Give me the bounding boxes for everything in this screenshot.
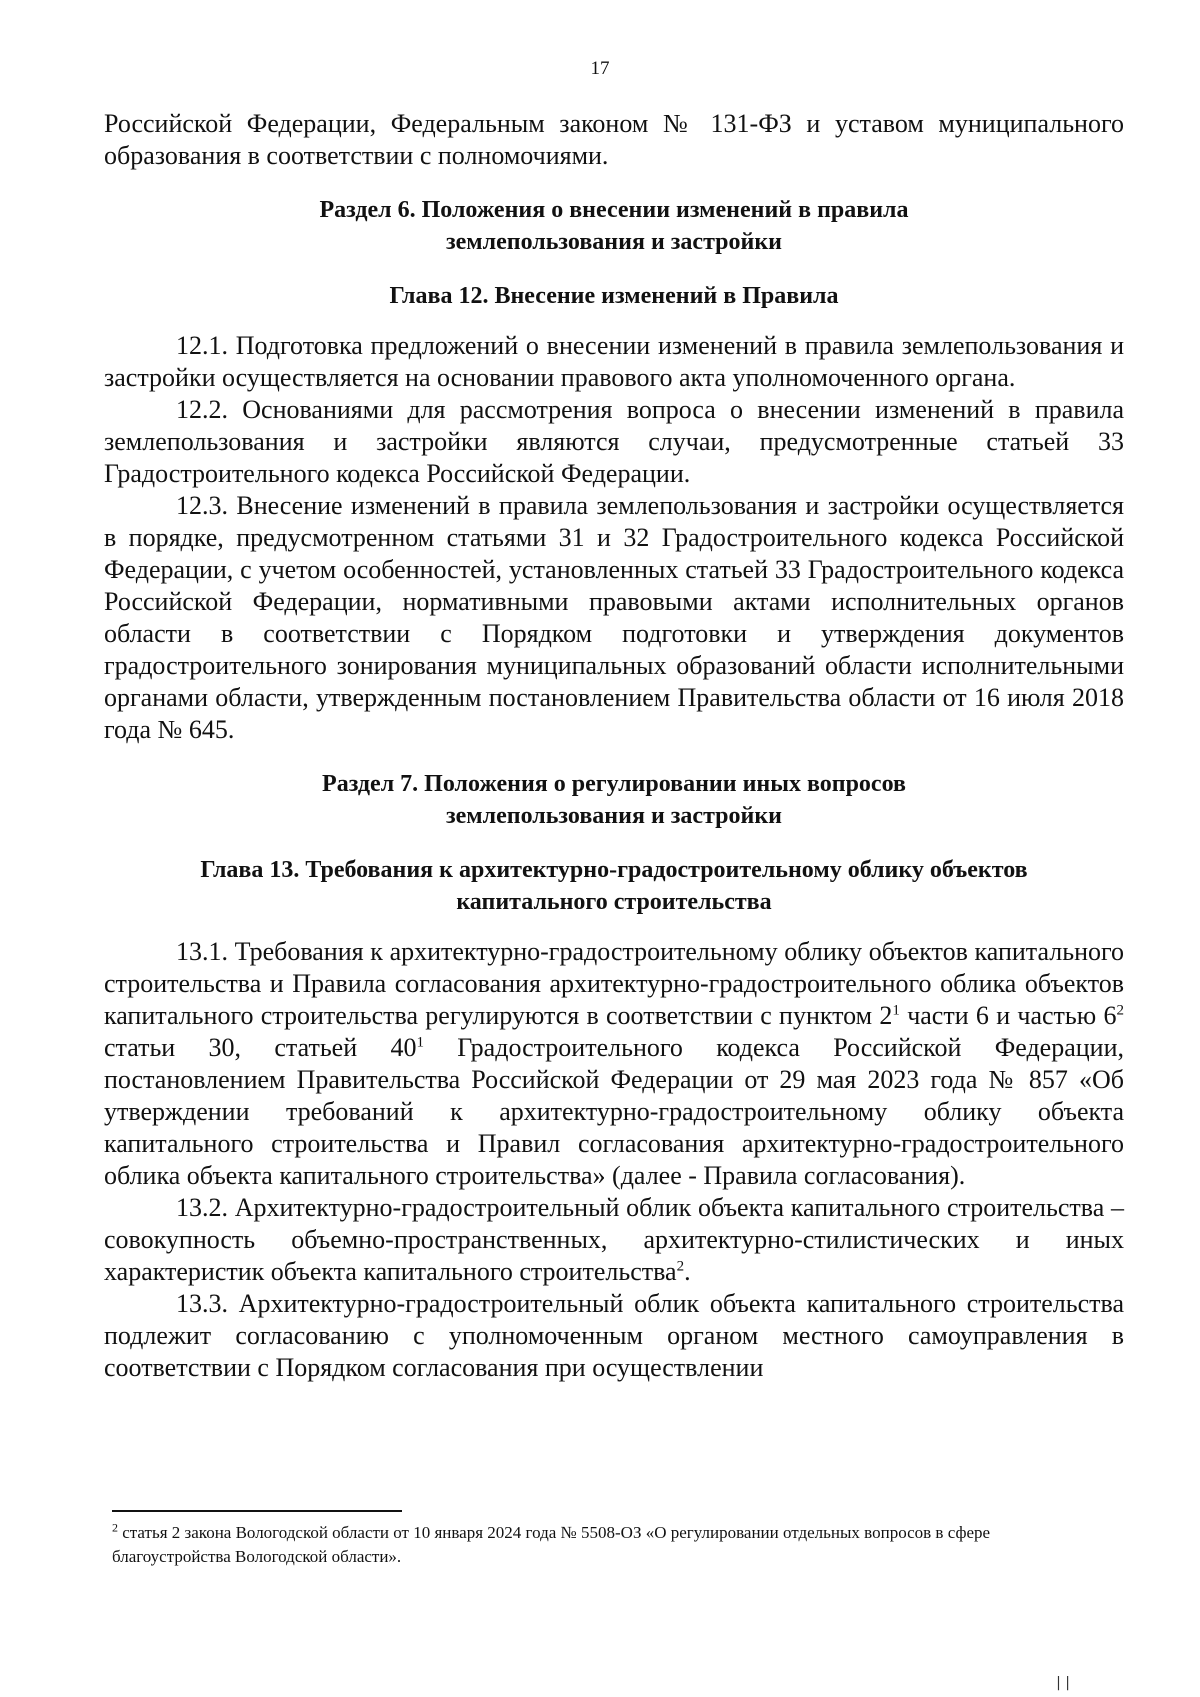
footnote-marker: 2 [112, 1520, 118, 1535]
paragraph-13-1-part-a: 13.1. Требования к архитектурно-градостроительному облику объектов капитального строительства и Правила согласования архитектурно-градостроительного облика объектов капитального строительства регулируются в соответствии с пунктом 2 [104, 937, 1124, 1030]
chapter-12-title: Глава 12. Внесение изменений в Правила [389, 283, 839, 309]
intro-paragraph: Российской Федерации, Федеральным законом № 131-ФЗ и уставом муниципального образования в соответствии с полномочиями. [104, 109, 1124, 170]
document-body [104, 108, 1124, 1384]
paragraph-13-2-text: 13.2. Архитектурно-градостроительный облик объекта капитального строительства – совокупность объемно-пространственных, архитектурно-стилистических и иных характеристик объекта капитального строительства [104, 1193, 1124, 1286]
superscript-marker: 2 [1116, 1002, 1124, 1019]
page-number: 17 [590, 58, 610, 79]
paragraph-13-1 [104, 936, 1124, 1192]
footnote-reference[interactable]: 2 [676, 1258, 685, 1275]
superscript-marker: 1 [892, 1002, 900, 1019]
paragraph-13-1-part-d: Градостроительного кодекса Российской Федерации, постановлением Правительства Российской Федерации от 29 мая 2023 года № 857 «Об утверждении требований к архитектурно-градостроительному облику объекта капитального строительства и Правил согласования архитектурно-градостроительного облика объекта капитального строительства» (далее - Правила согласования). [104, 1033, 1124, 1190]
section-7-title-line2: землепользования и застройки [446, 803, 782, 829]
paragraph-13-1-part-c: статьи 30, статьей 40 [104, 1033, 417, 1062]
section-6-title-line1: Раздел 6. Положения о внесении изменений в правила [319, 197, 909, 223]
edge-scan-mark: | | [1056, 1675, 1070, 1691]
superscript-marker: 1 [416, 1034, 424, 1051]
paragraph-12-2: 12.2. Основаниями для рассмотрения вопроса о внесении изменений в правила землепользования и застройки являются случаи, предусмотренные статьей 33 Градостроительного кодекса Российской Федерации. [104, 395, 1124, 488]
paragraph-12-3: 12.3. Внесение изменений в правила землепользования и застройки осуществляется в порядке, предусмотренном статьями 31 и 32 Градостроительного кодекса Российской Федерации, с учетом особенностей, установленных статьей 33 Градостроительного кодекса Российской Федерации, нормативными правовыми актами исполнительных органов области в соответствии с Порядком подготовки и утверждения документов градостроительного зонирования муниципальных образований области исполнительными органами области, утвержденным постановлением Правительства области от 16 июля 2018 года № 645. [104, 491, 1124, 744]
footnote [112, 1521, 1112, 1569]
paragraph-13-1-part-b: части 6 и частью 6 [899, 1001, 1117, 1030]
paragraph-13-3: 13.3. Архитектурно-градостроительный облик объекта капитального строительства подлежит согласованию с уполномоченным органом местного самоуправления в соответствии с Порядком согласования при осуществлении [104, 1289, 1124, 1382]
paragraph-13-2 [104, 1192, 1124, 1288]
section-6-title-line2: землепользования и застройки [446, 229, 782, 255]
footnote-separator [112, 1510, 402, 1512]
chapter-13-title-line2: капитального строительства [456, 889, 772, 915]
paragraph-13-2-end: . [684, 1257, 691, 1286]
chapter-13-title-line1: Глава 13. Требования к архитектурно-градостроительному облику объектов [200, 857, 1028, 883]
section-7-title-line1: Раздел 7. Положения о регулировании иных вопросов [322, 771, 906, 797]
footnote-text: статья 2 закона Вологодской области от 10 января 2024 года № 5508-ОЗ «О регулировании отдельных вопросов в сфере благоустройства Вологодской области». [112, 1523, 991, 1566]
paragraph-12-1: 12.1. Подготовка предложений о внесении изменений в правила землепользования и застройки осуществляется на основании правового акта уполномоченного органа. [104, 331, 1124, 392]
